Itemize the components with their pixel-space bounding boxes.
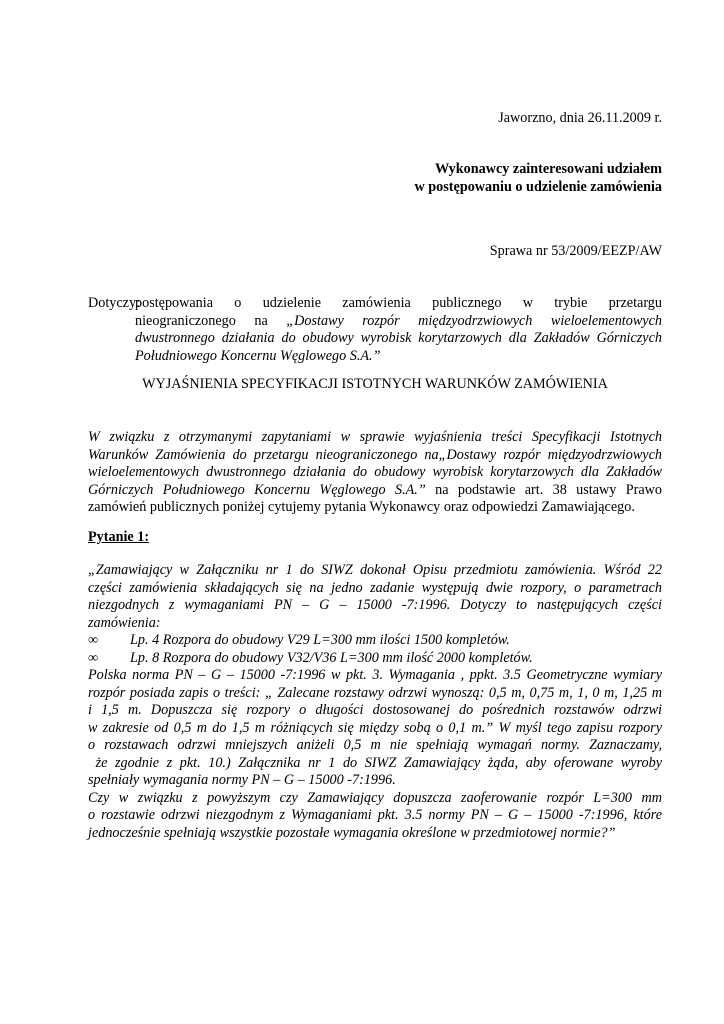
intro-line-5: zamówień publicznych poniżej cytujemy pytania Wykonawcy oraz odpowiedzi Zamawiającego. [88, 499, 635, 515]
q1-p2-line-4: w zakresie od 0,5 m do 1,5 m różniących się między sobą o 0,1 m.” W myśl tego zapisu rozpory [88, 719, 662, 736]
q1-p1-line-3: niezgodnych z wymaganiami PN – G – 15000 -7:1996. Dotyczy to następujących części [88, 597, 662, 613]
subject-line-2 [135, 313, 662, 331]
question-1-body [88, 562, 662, 842]
case-number: Sprawa nr 53/2009/EEZP/AW [489, 243, 662, 259]
intro-line-4-plain: na podstawie art. 38 ustawy Prawo [425, 481, 662, 498]
q1-p1-line-1: „Zamawiający w Załączniku nr 1 do SIWZ dokonał Opisu przedmiotu zamówienia. Wśród 22 [88, 562, 662, 578]
intro-line-4-italic: Górniczych Południowego Koncernu Węglowego S.A.” [88, 481, 426, 498]
intro-line-4 [88, 482, 662, 500]
document-title: WYJAŚNIENIA SPECYFIKACJI ISTOTNYCH WARUNKÓW ZAMÓWIENIA [142, 376, 608, 392]
q1-p2-line-7: spełniały wymagania normy PN – G – 15000 -7:1996. [88, 772, 396, 788]
q1-p1-line-2: części zamówienia składających się na jedno zadanie występują dwie rozpory, o parametrach [88, 579, 662, 596]
intro-paragraph [88, 429, 662, 517]
q1-p3-line-3: jednocześnie spełniają wszystkie pozostałe wymagania określone w przedmiotowej normie?” [88, 824, 616, 841]
q1-bullet-2-text: Lp. 8 Rozpora do obudowy V32/V36 L=300 mm ilość 2000 kompletów. [130, 649, 533, 666]
q1-p3-line-1: Czy w związku z powyższym czy Zamawiający dopuszcza zaoferowanie rozpór L=300 mm [88, 789, 662, 806]
infinity-bullet-icon: ∞ [88, 649, 99, 666]
subject-line-1: postępowania o udzielenie zamówienia publicznego w trybie przetargu [135, 295, 662, 311]
subject-line-2-plain: nieograniczonego na [135, 312, 287, 329]
place-date: Jaworzno, dnia 26.11.2009 r. [498, 110, 662, 126]
q1-bullet-1-text: Lp. 4 Rozpora do obudowy V29 L=300 mm ilości 1500 kompletów. [130, 632, 510, 648]
q1-p2-line-6: że zgodnie z pkt. 10.) Załącznika nr 1 do SIWZ Zamawiający żąda, aby oferowane wyroby [88, 754, 662, 771]
intro-line-1: W związku z otrzymanymi zapytaniami w sprawie wyjaśnienia treści Specyfikacji Istotnych [88, 429, 662, 445]
recipient-line-1: Wykonawcy zainteresowani udziałem [435, 161, 662, 177]
recipient-block [415, 161, 663, 196]
intro-line-3: wieloelementowych dwustronnego działania do obudowy wyrobisk korytarzowych dla Zakładów [88, 464, 662, 480]
subject-label: Dotyczy: [88, 295, 141, 311]
q1-p2-line-5: o rozstawach odrzwi mniejszych aniżeli 0,5 m nie spełniają wymagań normy. Zaznaczamy, [88, 737, 662, 753]
subject-line-2-italic: „Dostawy rozpór międzyodrzwiowych wieloelementowych [286, 312, 662, 329]
q1-p1-line-4: zamówienia: [88, 614, 161, 631]
question-1-heading: Pytanie 1: [88, 529, 150, 545]
q1-bullet-1 [88, 632, 662, 650]
subject-block [88, 295, 662, 365]
subject-first-line [88, 295, 662, 313]
infinity-bullet-icon: ∞ [88, 632, 99, 648]
recipient-line-2: w postępowaniu o udzielenie zamówienia [414, 178, 662, 195]
q1-p2-line-1: Polska norma PN – G – 15000 -7:1996 w pkt. 3. Wymagania , ppkt. 3.5 Geometryczne wymiary [88, 667, 662, 683]
q1-bullet-2 [88, 650, 662, 668]
q1-p2-line-2: rozpór posiada zapis o treści: „ Zalecane rozstawy odrzwi wynoszą: 0,5 m, 0,75 m, 1, 0 m, 1,25 m [88, 684, 662, 701]
intro-line-2: Warunków Zamówienia do przetargu nieograniczonego na„Dostawy rozpór międzyodrzwiowych [88, 446, 662, 463]
subject-line-3: dwustronnego działania do obudowy wyrobisk korytarzowych dla Zakładów Górniczych [135, 330, 662, 346]
q1-p3-line-2: o rozstawie odrzwi niezgodnym z Wymaganiami pkt. 3.5 normy PN – G – 15000 -7:1996, które [88, 807, 662, 823]
subject-line-4: Południowego Koncernu Węglowego S.A.” [135, 347, 381, 364]
q1-p2-line-3: i 1,5 m. Dopuszcza się rozpory o długości dostosowanej do pośrednich rozstawów odrzwi [88, 702, 662, 718]
